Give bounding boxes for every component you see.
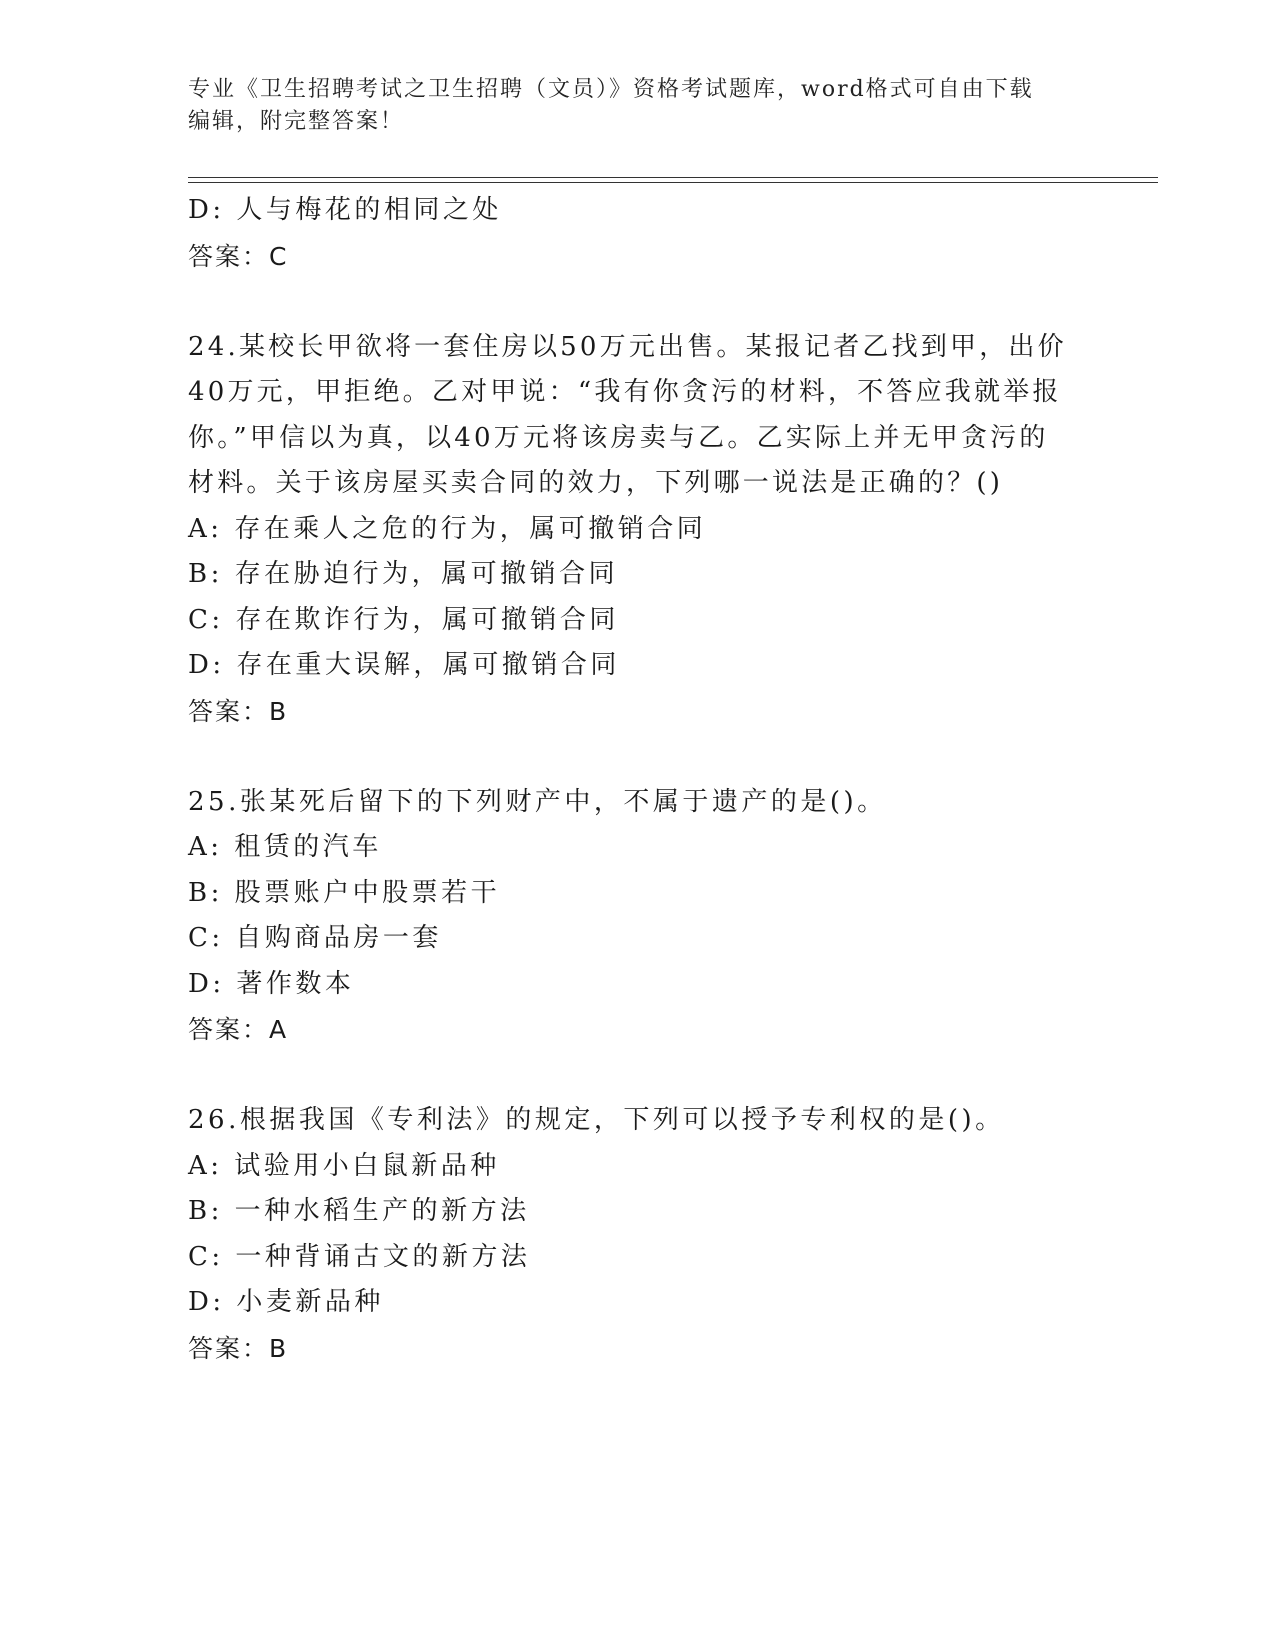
option-c: C: 自购商品房一套 [188, 923, 442, 953]
question-stem: 26.根据我国《专利法》的规定，下列可以授予专利权的是()。 [188, 1105, 1005, 1135]
stem-line: 40万元，甲拒绝。乙对甲说：“我有你贪污的材料，不答应我就举报 [188, 377, 1062, 407]
option-d: D: 小麦新品种 [188, 1287, 384, 1317]
stem-line: 材料。关于该房屋买卖合同的效力，下列哪一说法是正确的？() [188, 468, 1004, 498]
question-25 [188, 780, 1088, 1053]
question-23-tail [188, 188, 1088, 279]
answer-line: 答案：B [188, 696, 289, 726]
option-a: A: 存在乘人之危的行为，属可撤销合同 [188, 513, 707, 544]
question-26 [188, 1098, 1088, 1371]
option-b: B: 股票账户中股票若干 [188, 877, 501, 908]
option-d: D: 人与梅花的相同之处 [188, 195, 502, 225]
answer-line: 答案：B [188, 1333, 289, 1363]
option-a: A: 租赁的汽车 [188, 832, 382, 862]
option-b: B: 存在胁迫行为，属可撤销合同 [188, 559, 619, 589]
answer-line: 答案：A [188, 1015, 289, 1044]
option-c: C: 存在欺诈行为，属可撤销合同 [188, 604, 619, 635]
stem-line: 你。”甲信以为真，以40万元将该房卖与乙。乙实际上并无甲贪污的 [188, 422, 1049, 453]
question-stem: 25.张某死后留下的下列财产中，不属于遗产的是()。 [188, 786, 887, 817]
answer-line: 答案：C [188, 241, 289, 271]
header-line-2: 编辑，附完整答案！ [188, 109, 405, 134]
header-divider-bottom [188, 182, 1158, 183]
spacer [188, 279, 1088, 325]
option-c: C: 一种背诵古文的新方法 [188, 1241, 531, 1272]
question-stem [188, 325, 1088, 507]
question-24 [188, 325, 1088, 735]
header-line-1: 专业《卫生招聘考试之卫生招聘（文员）》资格考试题库，word格式可自由下载 [188, 77, 1034, 102]
option-d: D: 存在重大误解，属可撤销合同 [188, 650, 620, 680]
option-b: B: 一种水稻生产的新方法 [188, 1196, 530, 1226]
spacer [188, 734, 1088, 780]
document-body [188, 188, 1088, 1371]
spacer [188, 1053, 1088, 1099]
option-a: A: 试验用小白鼠新品种 [188, 1150, 500, 1181]
document-header [188, 74, 1088, 138]
option-d: D: 著作数本 [188, 968, 355, 999]
header-divider-top [188, 177, 1158, 178]
stem-line: 24.某校长甲欲将一套住房以50万元出售。某报记者乙找到甲，出价 [188, 331, 1067, 362]
